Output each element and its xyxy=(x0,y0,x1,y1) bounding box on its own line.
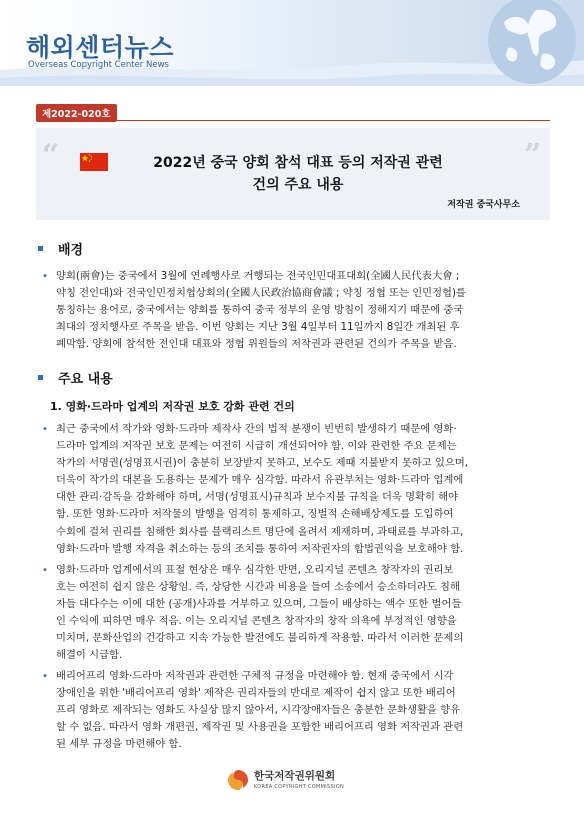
footer-org-name: 한국저작권위원회 xyxy=(254,770,336,782)
text-line: 인 수익에 피하면 매우 적음. 이는 오리지널 콘텐츠 창작자의 창작 의욕에 부정적인 영향을 xyxy=(56,615,457,628)
section-bullet-icon xyxy=(38,246,43,251)
text-line: 호는 여전히 쉽지 않은 상황임. 즉, 상당한 시간과 비용을 들여 소송에서 승소하더라도 침해 xyxy=(56,581,460,594)
paragraph-bullet-icon: • xyxy=(42,271,48,282)
header-banner xyxy=(0,0,584,86)
text-line: 해결이 시급함. xyxy=(56,649,123,662)
text-line: 배리어프리 영화·드라마 저작권과 관련한 구체적 규정을 마련해야 함. 현재 중국에서 시각 xyxy=(56,670,454,682)
text-line: 된 세부 규정을 마련해야 함. xyxy=(56,738,182,751)
text-line: 최근 중국에서 작가와 영화·드라마 제작사 간의 법적 분쟁이 빈번히 발생하기 때문에 영화· xyxy=(56,423,457,435)
text-line: 자들 대다수는 이에 대한 (공개)사과를 거부하고 있으며, 그들이 배상하는 액수 또한 벌어들 xyxy=(56,598,462,611)
text-line: 프리 영화로 제작되는 영화도 사실상 많지 않아서, 시각장애자들은 충분한 문화생활을 향유 xyxy=(56,704,461,717)
background-paragraph xyxy=(56,268,554,353)
issue-divider xyxy=(36,120,550,121)
section-bullet-icon xyxy=(38,375,43,380)
main-paragraph-1 xyxy=(56,421,554,558)
issue-number-badge: 제2022-020호 xyxy=(36,104,117,122)
close-quote-icon: ” xyxy=(524,138,542,173)
text-line: 함. 또한 영화·드라마 저작물의 발행을 엄격히 통제하고, 징벌적 손해배상제도를 도입하여 xyxy=(56,508,454,521)
copyright-commission-logo-icon xyxy=(226,768,250,792)
text-line: 드라마 업계의 저작권 보호 문제는 여전히 시급히 개선되어야 함. 이와 관련한 주요 문제는 xyxy=(56,440,457,453)
section-heading-background: 배경 xyxy=(58,243,84,258)
article-title-line-2: 건의 주요 내용 xyxy=(252,177,344,193)
open-quote-icon: “ xyxy=(42,138,60,173)
site-title: 해외센터뉴스 xyxy=(26,33,174,62)
text-line: 양회(兩會)는 중국에서 3월에 연례행사로 거행되는 전국인민대표대회(全國人民代表大會 ; xyxy=(56,270,460,282)
text-line: 폐막함. 양회에 참석한 전인대 대표와 정협 위원들의 저작권과 관련된 건의가 주목을 받음. xyxy=(56,338,457,351)
text-line: 장애인을 위한 '배리어프리 영화' 제작은 권리자들의 반대로 제작이 쉽지 않고 또한 배리어 xyxy=(56,687,456,700)
text-line: 수회에 걸쳐 권리를 침해한 회사를 블랙리스트 명단에 올려서 제재하며, 과태료를 부과하고, xyxy=(56,525,464,538)
paragraph-bullet-icon: • xyxy=(42,565,48,576)
paragraph-bullet-icon: • xyxy=(42,671,48,682)
text-line: 영화·드라마 발행 자격을 취소하는 등의 조치를 통하여 저작권자의 합법권익을 보호해야 함. xyxy=(56,542,464,555)
main-paragraph-2 xyxy=(56,562,554,665)
text-line: 통칭하는 용어로, 중국에서는 양회를 통하여 중국 정부의 운영 방침이 정해지기 때문에 중국 xyxy=(56,304,464,317)
article-title-line-1: 2022년 중국 양회 참석 대표 등의 저작권 관련 xyxy=(153,155,443,171)
text-line: 약칭 전인대)와 전국인민정치협상회의(全國人民政治協商會議 ; 약칭 정협 또는 인민정협)를 xyxy=(56,287,466,300)
text-line: 미치며, 문화산업의 건강하고 지속 가능한 발전에도 불리하게 작용함. 따라서 이러한 문제의 xyxy=(56,632,464,645)
subsection-heading: 1. 영화·드라마 업계의 저작권 보호 강화 관련 건의 xyxy=(50,400,295,413)
globe-icon xyxy=(484,0,580,86)
article-author: 저작권 중국사무소 xyxy=(447,200,520,210)
text-line: 최대의 정치행사로 주목을 받음. 이번 양회는 지난 3월 4일부터 11일까지 8일간 개최된 후 xyxy=(56,321,460,334)
section-heading-main: 주요 내용 xyxy=(58,372,113,387)
text-line: 할 수 없음. 따라서 영화 개편권, 제작권 및 사용권을 포함한 배리어프리 영화 저작권과 관련 xyxy=(56,721,464,734)
site-subtitle: Overseas Copyright Center News xyxy=(28,60,169,70)
text-line: 대한 관리·감독을 강화해야 하며, 서명(성명표시)규칙과 보수지불 규칙을 더욱 명확히 해야 xyxy=(56,491,459,504)
text-line: 영화·드라마 업계에서의 표절 현상은 매우 심각한 반면, 오리지널 콘텐츠 창작자의 권리보 xyxy=(56,564,454,576)
paragraph-bullet-icon: • xyxy=(42,424,48,435)
china-flag-icon xyxy=(80,153,108,171)
main-paragraph-3 xyxy=(56,668,554,753)
text-line: 더욱이 작가의 대본을 도용하는 문제가 매우 심각함. 따라서 유관부처는 영화·드라마 업계에 xyxy=(56,474,464,487)
text-line: 작가의 서명권(성명표시권)이 충분히 보장받지 못하고, 보수도 제때 지불받지 못하고 있으며, xyxy=(56,457,469,470)
footer-org-name-en: KOREA COPYRIGHT COMMISSION xyxy=(254,784,345,790)
